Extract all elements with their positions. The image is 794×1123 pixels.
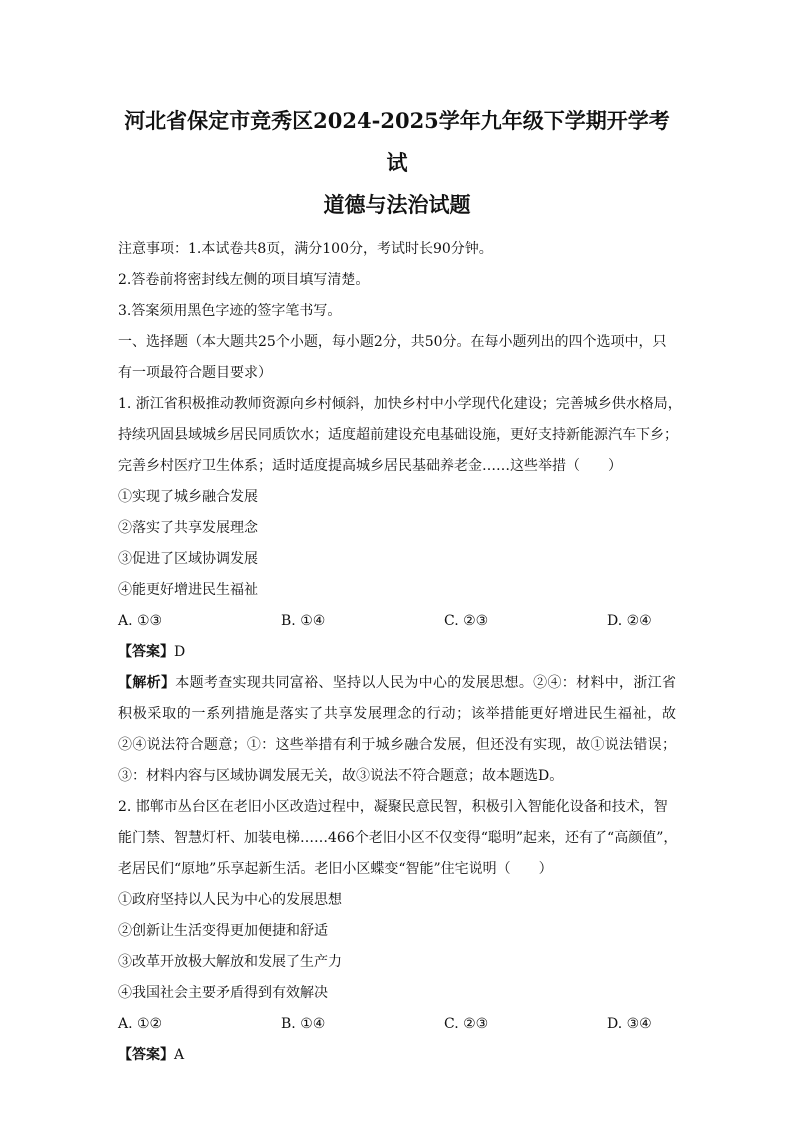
q1-answer-value: D <box>174 644 186 660</box>
exam-title-line2: 道德与法治试题 <box>323 192 471 217</box>
q2-options <box>118 1009 676 1040</box>
q1-option-a: A. ①③ <box>118 613 163 629</box>
q1-option-c: C. ②③ <box>444 613 489 629</box>
q1-answer <box>118 637 676 668</box>
q1-option-b: B. ①④ <box>281 613 326 629</box>
q1-analysis-text: 本题考查实现共同富裕、坚持以人民为中心的发展思想。②④：材料中，浙江省积极采取的一系列措施是落实了共享发展理念的行动；该举措能更好增进民生福祉，故②④说法符合题意；①：这些举措有利于城乡融合发展，但还没有实现，故①说法错误；③：材料内容与区域协调发展无关，故③说法不符合题意；故本题选D。 <box>118 675 677 784</box>
q2-item-4: ④我国社会主要矛盾得到有效解决 <box>118 985 328 1001</box>
q2-option-b: B. ①④ <box>281 1016 326 1032</box>
question-1 <box>118 389 682 792</box>
q1-item-4: ④能更好增进民生福祉 <box>118 582 258 598</box>
q1-item-2: ②落实了共享发展理念 <box>118 520 258 536</box>
exam-title-line1: 河北省保定市竞秀区2024-2025学年九年级下学期开学考试 <box>124 108 670 175</box>
note-line-2: 2.答卷前将密封线左侧的项目填写清楚。 <box>118 272 370 288</box>
q1-options <box>118 606 676 637</box>
q1-stem-line3: 完善乡村医疗卫生体系；适时适度提高城乡居民基础养老金……这些举措（ ） <box>118 458 622 474</box>
q1-item-1: ①实现了城乡融合发展 <box>118 489 258 505</box>
q2-option-c: C. ②③ <box>444 1016 489 1032</box>
q2-answer-label: 【答案】 <box>118 1047 174 1063</box>
q1-answer-label: 【答案】 <box>118 644 174 660</box>
q2-item-2: ②创新让生活变得更加便捷和舒适 <box>118 923 328 939</box>
q2-stem-line3: 老居民们“原地”乐享起新生活。老旧小区蝶变“智能”住宅说明（ ） <box>118 861 553 877</box>
question-2 <box>118 792 676 1071</box>
q2-stem-line2: 能门禁、智慧灯杆、加装电梯……466个老旧小区不仅变得“聪明”起来，还有了“高颜值”， <box>118 830 678 846</box>
section-heading-line2: 有一项最符合题目要求） <box>118 365 272 381</box>
q1-item-3: ③促进了区域协调发展 <box>118 551 258 567</box>
q2-answer-value: A <box>174 1047 185 1063</box>
q1-stem-line2: 持续巩固县域城乡居民同质饮水；适度超前建设充电基础设施，更好支持新能源汽车下乡； <box>118 427 678 443</box>
note-line-1: 注意事项：1.本试卷共8页，满分100分，考试时长90分钟。 <box>118 241 493 257</box>
q2-stem-line1: 2. 邯郸市丛台区在老旧小区改造过程中，凝聚民意民智，积极引入智能化设备和技术，智 <box>118 799 668 815</box>
q2-option-d: D. ③④ <box>607 1016 652 1032</box>
q1-analysis-label: 【解析】 <box>118 675 176 691</box>
q2-answer <box>118 1040 676 1071</box>
q1-analysis <box>118 668 676 792</box>
q2-item-1: ①政府坚持以人民为中心的发展思想 <box>118 892 342 908</box>
q1-option-d: D. ②④ <box>607 613 652 629</box>
q2-item-3: ③改革开放极大解放和发展了生产力 <box>118 954 342 970</box>
section-heading-line1: 一、选择题（本大题共25个小题，每小题2分，共50分。在每小题列出的四个选项中，只 <box>118 334 667 350</box>
q2-option-a: A. ①② <box>118 1016 163 1032</box>
note-line-3: 3.答案须用黑色字迹的签字笔书写。 <box>118 303 342 319</box>
q1-stem-line1: 1. 浙江省积极推动教师资源向乡村倾斜，加快乡村中小学现代化建设；完善城乡供水格局， <box>118 396 682 412</box>
